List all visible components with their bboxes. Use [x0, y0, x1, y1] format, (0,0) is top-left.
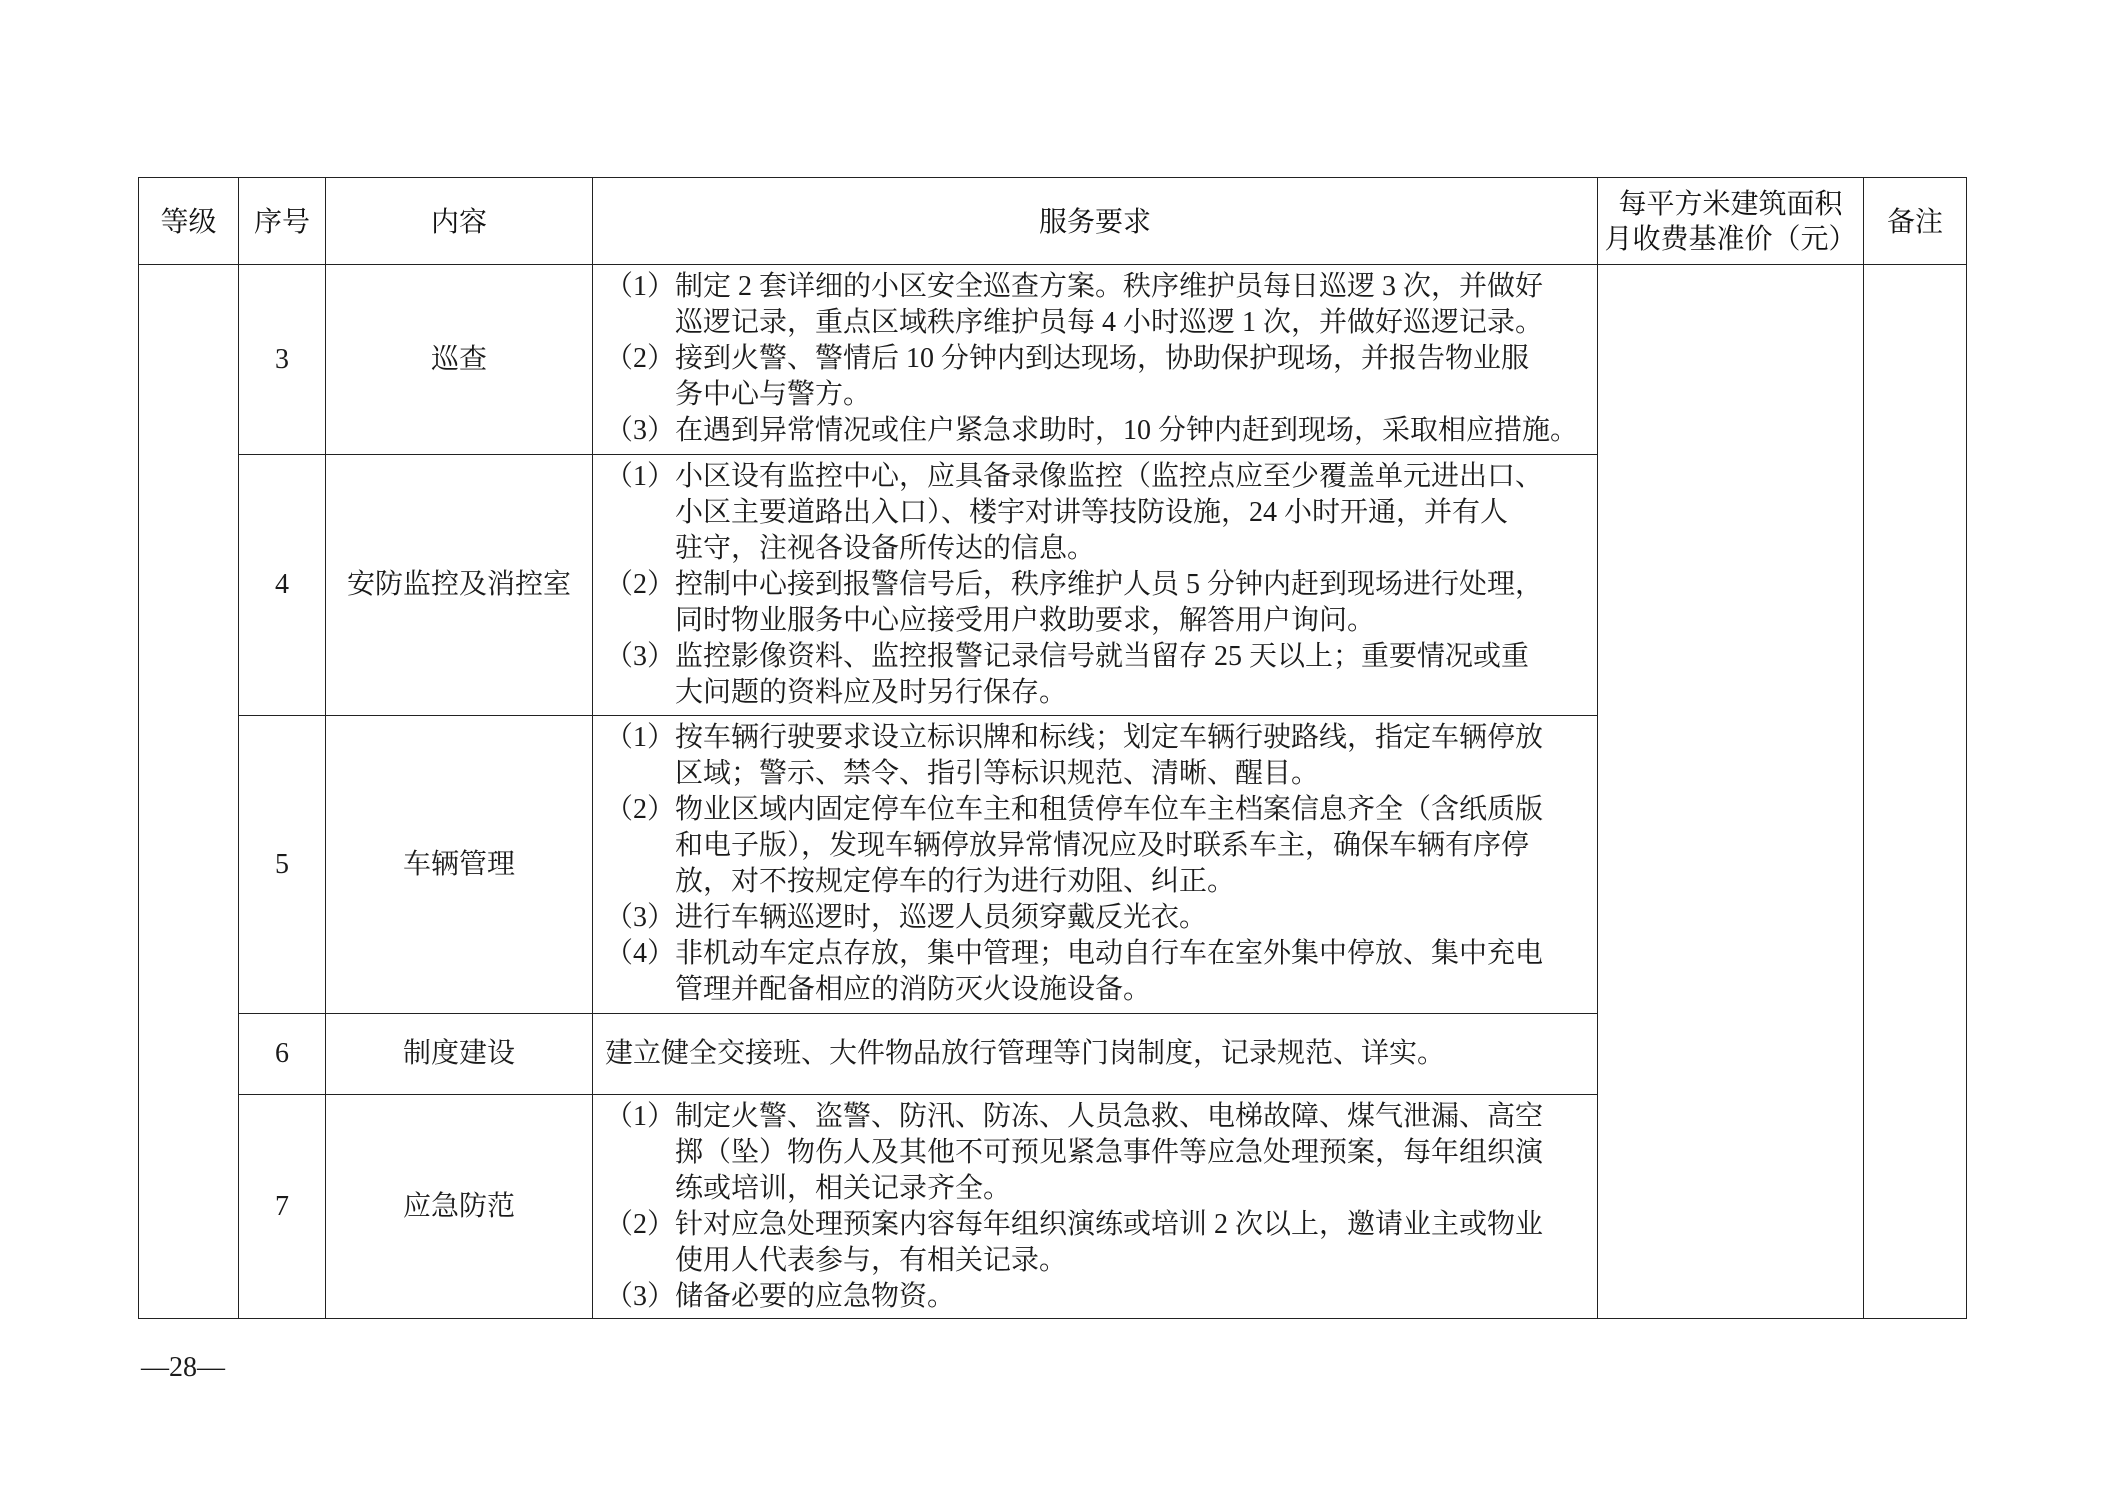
- requirement-item: [605, 1207, 1597, 1279]
- requirement-text: 建立健全交接班、大件物品放行管理等门岗制度，记录规范、详实。: [605, 1038, 1446, 1069]
- requirement-line: 大问题的资料应及时另行保存。: [675, 677, 1068, 708]
- item-number: （2）: [605, 1209, 676, 1240]
- page-number: —28—: [141, 1352, 225, 1383]
- item-number: （3）: [605, 641, 676, 672]
- requirement-line: 制定火警、盗警、防汛、防冻、人员急救、电梯故障、煤气泄漏、高空: [675, 1101, 1544, 1132]
- requirement-line: 驻守，注视各设备所传达的信息。: [675, 533, 1096, 564]
- requirement-item: [605, 720, 1597, 792]
- content-cell: 车辆管理: [326, 716, 593, 1014]
- seq-cell: 5: [239, 716, 326, 1014]
- requirement-line: 掷（坠）物伤人及其他不可预见紧急事件等应急处理预案，每年组织演: [675, 1137, 1544, 1168]
- requirement-line: 物业区域内固定停车位车主和租赁停车位车主档案信息齐全（含纸质版: [675, 794, 1544, 825]
- requirement-line: 小区设有监控中心，应具备录像监控（监控点应至少覆盖单元进出口、: [675, 461, 1544, 492]
- requirement-line: 巡逻记录，重点区域秩序维护员每 4 小时巡逻 1 次，并做好巡逻记录。: [675, 307, 1544, 338]
- content-cell: 安防监控及消控室: [326, 455, 593, 716]
- requirement-line: 监控影像资料、监控报警记录信号就当留存 25 天以上；重要情况或重: [675, 641, 1530, 672]
- seq-cell: 7: [239, 1095, 326, 1319]
- requirement-line: 区域；警示、禁令、指引等标识规范、清晰、醒目。: [675, 758, 1320, 789]
- requirement-item: [605, 269, 1597, 341]
- requirements-cell: [593, 1014, 1598, 1095]
- service-standard-table: [138, 177, 1967, 1319]
- item-number: （1）: [605, 461, 676, 492]
- requirement-item: [605, 1099, 1597, 1207]
- requirement-line: 制定 2 套详细的小区安全巡查方案。秩序维护员每日巡逻 3 次，并做好: [675, 271, 1544, 302]
- requirement-line: 接到火警、警情后 10 分钟内到达现场，协助保护现场，并报告物业服: [675, 343, 1530, 374]
- requirement-line: 和电子版），发现车辆停放异常情况应及时联系车主，确保车辆有序停: [675, 830, 1530, 861]
- header-requirements: 服务要求: [593, 178, 1598, 265]
- requirement-line: 按车辆行驶要求设立标识牌和标线；划定车辆行驶路线，指定车辆停放: [675, 722, 1544, 753]
- seq-cell: 3: [239, 265, 326, 455]
- table-header-row: [139, 178, 1967, 265]
- item-number: （3）: [605, 902, 676, 933]
- requirement-line: 练或培训，相关记录齐全。: [675, 1173, 1012, 1204]
- header-price-line2: 月收费基准价（元）: [1604, 222, 1857, 255]
- header-content: 内容: [326, 178, 593, 265]
- requirement-item: [605, 341, 1597, 413]
- item-number: （4）: [605, 938, 676, 969]
- requirement-line: 针对应急处理预案内容每年组织演练或培训 2 次以上，邀请业主或物业: [675, 1209, 1544, 1240]
- requirement-item: [605, 900, 1597, 936]
- requirement-line: 务中心与警方。: [675, 379, 872, 410]
- requirements-cell: [593, 265, 1598, 455]
- header-remark: 备注: [1864, 178, 1967, 265]
- requirement-item: [605, 639, 1597, 711]
- requirement-item: [605, 936, 1597, 1008]
- requirement-item: [605, 567, 1597, 639]
- requirement-line: 管理并配备相应的消防灭火设施设备。: [675, 974, 1152, 1005]
- content-cell: 制度建设: [326, 1014, 593, 1095]
- item-number: （1）: [605, 722, 676, 753]
- item-number: （2）: [605, 569, 676, 600]
- requirement-item: [605, 792, 1597, 900]
- requirement-line: 非机动车定点存放，集中管理；电动自行车在室外集中停放、集中充电: [675, 938, 1544, 969]
- table-row: [139, 265, 1967, 455]
- requirement-line: 储备必要的应急物资。: [675, 1281, 956, 1312]
- requirement-item: [605, 1279, 1597, 1315]
- requirement-item: [605, 413, 1597, 449]
- price-cell: [1598, 265, 1864, 1319]
- item-number: （2）: [605, 343, 676, 374]
- header-price-line1: 每平方米建筑面积: [1618, 187, 1843, 220]
- requirement-line: 进行车辆巡逻时，巡逻人员须穿戴反光衣。: [675, 902, 1208, 933]
- item-number: （2）: [605, 794, 676, 825]
- requirement-line: 放，对不按规定停车的行为进行劝阻、纠正。: [675, 866, 1236, 897]
- item-number: （1）: [605, 271, 676, 302]
- requirement-line: 小区主要道路出入口）、楼宇对讲等技防设施，24 小时开通，并有人: [675, 497, 1509, 528]
- remark-cell: [1864, 265, 1967, 1319]
- requirement-line: 使用人代表参与，有相关记录。: [675, 1245, 1068, 1276]
- requirements-cell: [593, 1095, 1598, 1319]
- header-price: [1598, 178, 1864, 265]
- seq-cell: 6: [239, 1014, 326, 1095]
- header-level: 等级: [139, 178, 239, 265]
- item-number: （3）: [605, 1281, 676, 1312]
- requirement-line: 同时物业服务中心应接受用户救助要求，解答用户询问。: [675, 605, 1376, 636]
- requirements-cell: [593, 455, 1598, 716]
- seq-cell: 4: [239, 455, 326, 716]
- content-cell: 应急防范: [326, 1095, 593, 1319]
- content-cell: 巡查: [326, 265, 593, 455]
- requirement-line: 在遇到异常情况或住户紧急求助时，10 分钟内赶到现场，采取相应措施。: [675, 415, 1579, 446]
- header-seq: 序号: [239, 178, 326, 265]
- requirement-item: [605, 459, 1597, 567]
- level-cell: [139, 265, 239, 1319]
- requirements-cell: [593, 716, 1598, 1014]
- item-number: （1）: [605, 1101, 676, 1132]
- item-number: （3）: [605, 415, 676, 446]
- requirement-line: 控制中心接到报警信号后，秩序维护人员 5 分钟内赶到现场进行处理，: [675, 569, 1544, 600]
